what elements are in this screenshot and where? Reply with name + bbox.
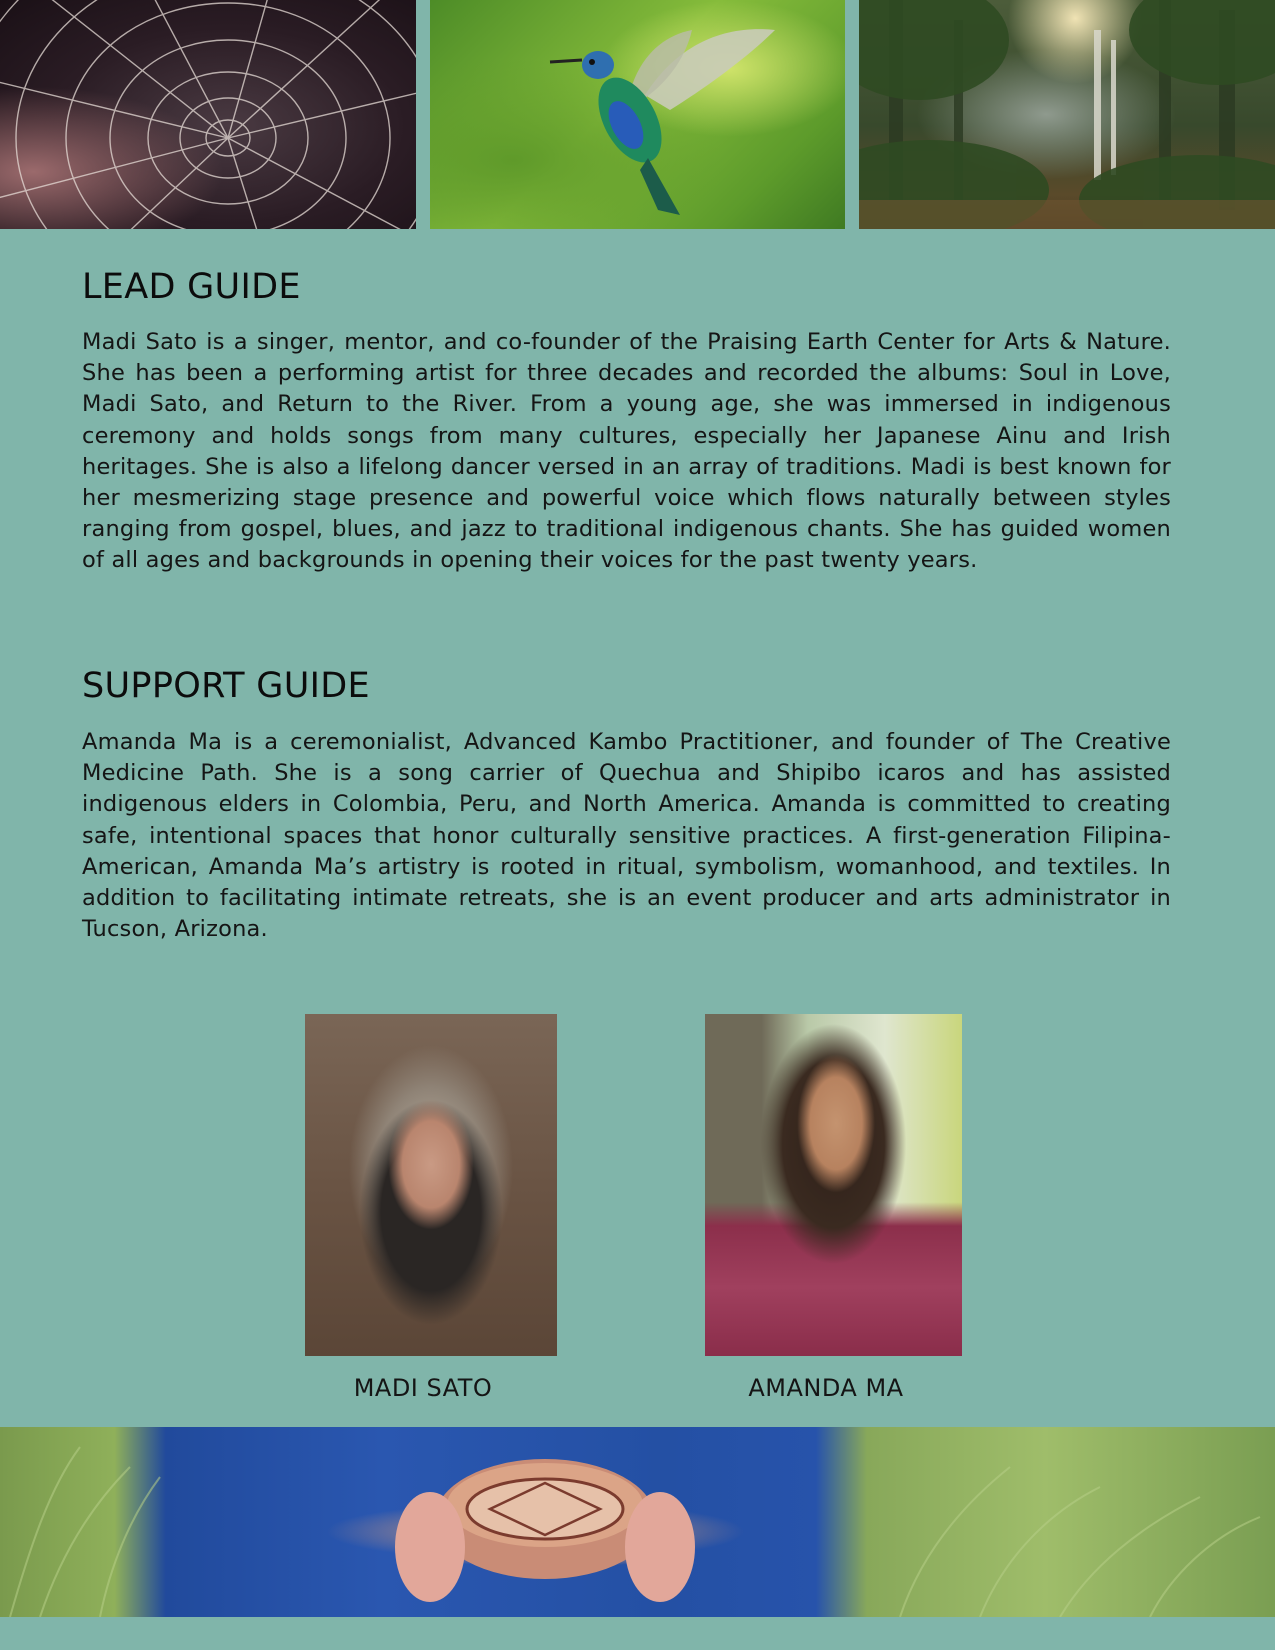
spider-web-photo — [0, 0, 416, 229]
forest-photo — [859, 0, 1275, 229]
hummingbird-graphic — [430, 0, 845, 229]
forest-graphic — [859, 0, 1275, 229]
lead-guide-bio: Madi Sato is a singer, mentor, and co-founder of the Praising Earth Center for Arts & Nature. She has been a performing artist for three decades and recorded the albums: Soul in Love, Madi Sato, and Return to the River. From a young age, she was immersed in indigenous ceremony and holds songs from many cultures, especially her Japanese Ainu and Irish heritages. She is also a lifelong dancer versed in an array of traditions. Madi is best known for her mesmerizing stage presence and powerful voice which flows naturally between styles ranging from gospel, blues, and jazz to traditional indigenous chants. She has guided women of all ages and backgrounds in opening their voices for the past twenty years. — [82, 329, 1171, 574]
bowl-in-hands-photo — [0, 1427, 1275, 1617]
amanda-ma-caption: AMANDA MA — [748, 1374, 904, 1402]
support-guide-heading: SUPPORT GUIDE — [82, 666, 370, 706]
support-guide-bio: Amanda Ma is a ceremonialist, Advanced Kambo Practitioner, and founder of The Creative Medicine Path. She is a song carrier of Quechua and Shipibo icaros and has assisted indigenous elders in Colombia, Peru, and North America. Amanda is committed to creating safe, intentional spaces that honor culturally sensitive practices. A first-generation Filipina-American, Amanda Ma’s artistry is rooted in ritual, symbolism, womanhood, and textiles. In addition to facilitating intimate retreats, she is an event producer and arts administrator in Tucson, Arizona. — [82, 729, 1171, 943]
hummingbird-photo — [430, 0, 845, 229]
bowl-graphic — [0, 1427, 1275, 1617]
spider-web-graphic — [0, 0, 416, 229]
lead-guide-heading: LEAD GUIDE — [82, 267, 301, 307]
madi-sato-caption: MADI SATO — [353, 1374, 493, 1402]
amanda-ma-portrait — [705, 1014, 962, 1356]
madi-sato-portrait — [305, 1014, 557, 1356]
